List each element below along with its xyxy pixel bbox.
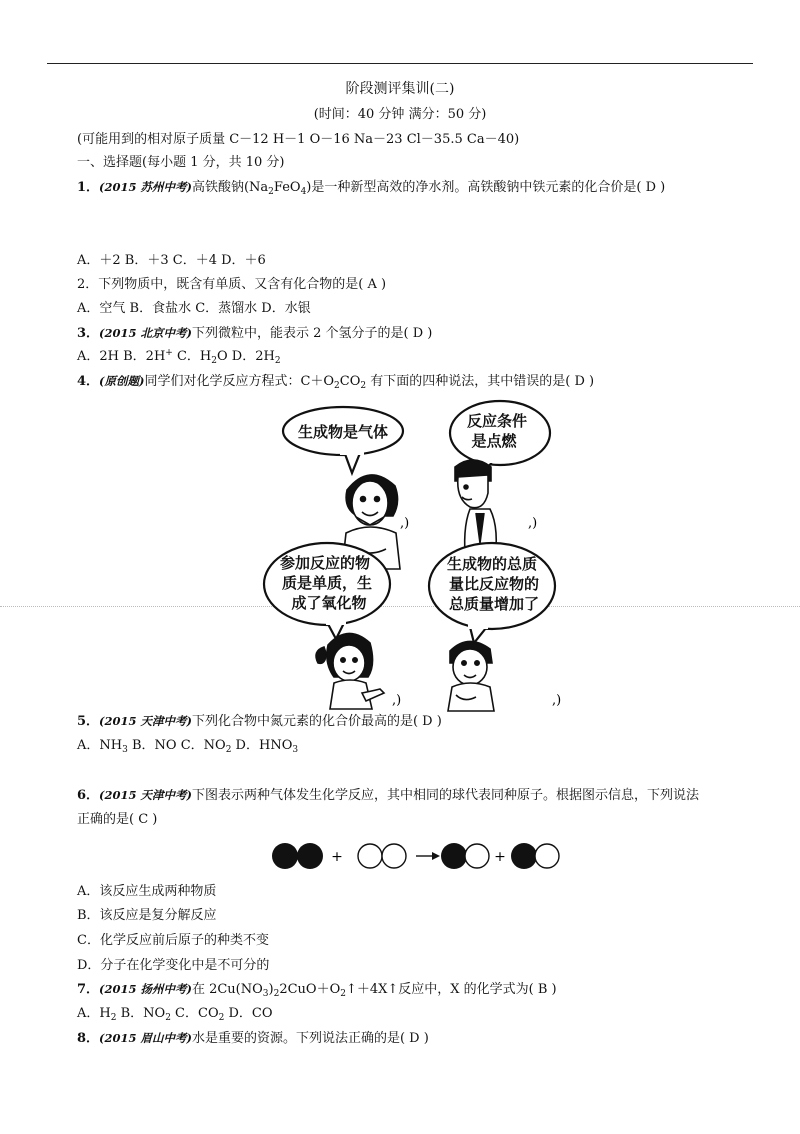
- option-text: A．NH: [77, 738, 123, 753]
- question-text: ): [268, 982, 274, 997]
- bubble-text: 总质量增加了: [448, 595, 540, 613]
- question-6-continued: 正确的是( C ): [77, 812, 158, 827]
- subscript: 3: [292, 745, 299, 755]
- question-text: 水是重要的资源。下列说法正确的是( D ): [191, 1031, 429, 1046]
- question-text: 下图表示两种气体发生化学反应，其中相同的球代表同种原子。根据图示信息，下列说法: [191, 788, 699, 803]
- question-text: CO: [339, 374, 361, 389]
- subscript: 2: [211, 356, 217, 366]
- option-text: D．HNO: [231, 738, 293, 753]
- subscript: 2: [268, 187, 274, 197]
- molecule-reaction-diagram: [260, 838, 570, 876]
- atomic-masses: (可能用到的相对原子质量 C－12 H－1 O－16 Na－23 Cl－35.5 Ca－40): [77, 132, 520, 147]
- question-source: (2015 北京中考): [99, 326, 192, 340]
- question-6-option-c: C．化学反应前后原子的种类不变: [77, 933, 269, 948]
- option-text: B．NO: [116, 1006, 166, 1021]
- black-atom: [511, 843, 537, 869]
- question-source: (2015 苏州中考): [99, 180, 192, 194]
- subscript: 2: [334, 381, 340, 391]
- question-source: (2015 扬州中考): [99, 982, 192, 996]
- speech-bubble-1: [283, 407, 403, 473]
- option-mark: ,): [400, 516, 410, 531]
- option-mark: ,): [528, 516, 538, 531]
- question-number: 5．: [77, 714, 100, 729]
- question-7-options: [77, 1005, 273, 1023]
- black-atom: [441, 843, 467, 869]
- question-1: [77, 178, 665, 197]
- subscript: 4: [300, 187, 307, 197]
- option-text: A．2H B．2H: [77, 349, 166, 364]
- white-atom: [382, 844, 406, 868]
- bubble-text: 生成物的总质: [446, 555, 538, 573]
- question-2-options: A．空气 B．食盐水 C．蒸馏水 D．水银: [77, 301, 311, 316]
- subscript: 2: [110, 1013, 117, 1023]
- white-atom: [358, 844, 382, 868]
- top-rule: [47, 63, 753, 64]
- black-atom: [297, 843, 323, 869]
- bubble-text: 反应条件: [466, 412, 528, 430]
- question-source: (原创题): [99, 374, 145, 388]
- student-girl-figure: [316, 633, 384, 709]
- bubble-text: 是点燃: [471, 432, 517, 450]
- question-2: 2．下列物质中，既含有单质、又含有化合物的是( A ): [77, 277, 387, 292]
- question-source: (2015 天津中考): [99, 714, 192, 728]
- question-5: [77, 712, 442, 731]
- bubble-text: 参加反应的物: [279, 554, 371, 572]
- question-text: 下列化合物中氮元素的化合价最高的是( D ): [191, 714, 442, 729]
- question-text: 有下面的四种说法，其中错误的是( D ): [366, 374, 595, 389]
- bubble-text: 生成物是气体: [297, 423, 389, 441]
- question-text: 2CuO＋O: [279, 982, 341, 997]
- subscript: 2: [274, 356, 281, 366]
- subscript: 3: [122, 745, 128, 755]
- question-6-option-a: A．该反应生成两种物质: [77, 884, 217, 899]
- question-number: 6．: [77, 788, 100, 803]
- plus-sign: +: [331, 849, 343, 865]
- question-7: [77, 980, 557, 999]
- question-number: 3．: [77, 326, 100, 341]
- question-text: 高铁酸钠(Na: [191, 180, 269, 195]
- question-number: 7．: [77, 982, 100, 997]
- question-6-option-b: B．该反应是复分解反应: [77, 908, 217, 923]
- black-atom: [272, 843, 298, 869]
- question-6: [77, 786, 699, 805]
- cartoon-illustrations: [0, 395, 800, 715]
- student-boy-2-figure: [448, 641, 494, 711]
- question-8: [77, 1029, 429, 1048]
- option-text: C．H: [172, 349, 212, 364]
- option-mark: ,): [392, 693, 402, 708]
- question-text: )是一种新型高效的净水剂。高铁酸钠中铁元素的化合价是( D ): [306, 180, 666, 195]
- superscript: +: [165, 348, 173, 358]
- subscript: 2: [165, 1013, 171, 1023]
- plus-sign: +: [494, 849, 506, 865]
- speech-bubble-3: [264, 543, 390, 639]
- speech-bubble-4: [429, 543, 555, 643]
- white-atom: [535, 844, 559, 868]
- time-info: (时间：40 分钟 满分：50 分): [313, 107, 487, 122]
- subscript: 2: [218, 1013, 225, 1023]
- subscript: 2: [225, 745, 232, 755]
- question-3-options: [77, 348, 281, 366]
- subscript: 3: [262, 989, 269, 999]
- option-mark: ,): [552, 693, 562, 708]
- question-5-options: [77, 737, 298, 755]
- option-text: A．H: [77, 1006, 111, 1021]
- question-text: 同学们对化学反应方程式：C＋O: [144, 374, 335, 389]
- bubble-text: 量比反应物的: [448, 575, 540, 593]
- question-number: 4．: [77, 374, 100, 389]
- question-text: FeO: [273, 180, 301, 195]
- page-title: 阶段测评集训(二): [345, 81, 455, 97]
- bubble-text: 质是单质，生: [281, 574, 373, 592]
- question-number: 8．: [77, 1031, 100, 1046]
- question-number: 1．: [77, 180, 100, 195]
- question-source: (2015 天津中考): [99, 788, 192, 802]
- question-6-option-d: D．分子在化学变化中是不可分的: [77, 958, 270, 973]
- bubble-text: 成了氧化物: [291, 594, 367, 612]
- option-text: O D．2H: [217, 349, 275, 364]
- section-heading: 一、选择题(每小题 1 分，共 10 分): [77, 155, 285, 170]
- question-text: 下列微粒中，能表示 2 个氢分子的是( D ): [191, 326, 433, 341]
- option-text: C．CO: [170, 1006, 219, 1021]
- question-4: [77, 372, 594, 391]
- option-text: B．NO C．NO: [127, 738, 226, 753]
- subscript: 2: [273, 989, 280, 999]
- option-text: D．CO: [224, 1006, 273, 1021]
- arrow-icon: [432, 852, 440, 860]
- question-text: 在 2Cu(NO: [191, 982, 263, 997]
- question-1-options: A．＋2 B．＋3 C．＋4 D．＋6: [77, 253, 266, 268]
- subscript: 2: [340, 989, 346, 999]
- question-3: [77, 324, 432, 343]
- question-text: ↑＋4X↑反应中，X 的化学式为( B ): [345, 982, 557, 997]
- question-source: (2015 眉山中考): [99, 1031, 192, 1045]
- white-atom: [465, 844, 489, 868]
- subscript: 2: [360, 381, 367, 391]
